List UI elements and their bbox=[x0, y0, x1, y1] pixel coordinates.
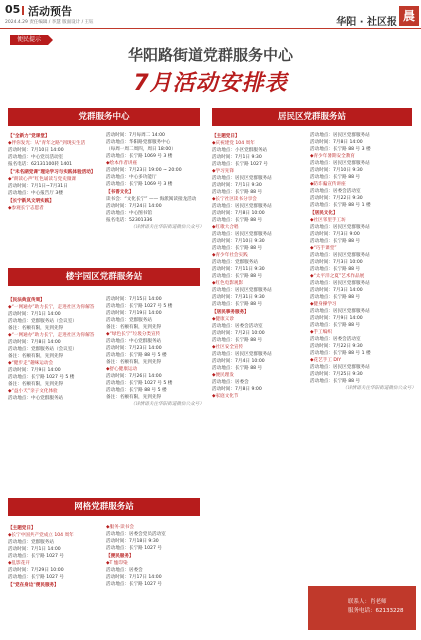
event-detail: 备注：名额有限，先到先得 bbox=[106, 325, 162, 330]
event-detail: 活动地点：党群服务站 bbox=[8, 540, 54, 545]
event-detail: 活动地点：党群服务站 bbox=[212, 260, 258, 265]
event-detail: 活动时间：7月17日 14:00 bbox=[106, 575, 162, 580]
event-detail: 活动地点：长宁路 88 号 bbox=[310, 175, 361, 180]
event-detail: 活动时间：7月31日 9:30 bbox=[212, 295, 265, 300]
event-detail: 活动地点：居民区党群服务站 bbox=[212, 176, 272, 181]
event-detail: 活动地点：中心图书馆 bbox=[106, 211, 152, 216]
event-detail: 活动地点：长宁路 88 号 bbox=[310, 295, 361, 300]
event-detail: 活动地点：居民区党群服务站 bbox=[310, 365, 370, 370]
event-detail: 活动地点：长宁路 88 号 3 楼 bbox=[310, 147, 371, 152]
event-detail: 活动地点：长宁路 1027 号 bbox=[8, 575, 64, 580]
banner-building-park-stations: 楼宇园区党群服务站 bbox=[8, 268, 200, 286]
event-detail: 活动地点：党群服务站（会议室） bbox=[8, 347, 77, 352]
event-title: ◆参观长宁志愿者 bbox=[8, 206, 44, 211]
section-heading: 【"全新力"党课堂】 bbox=[8, 134, 50, 139]
event-detail: 活动时间：7月18日 9:30 bbox=[106, 539, 159, 544]
column-residential-right bbox=[310, 132, 416, 392]
event-detail: 活动地点：居民区党群服务站 bbox=[212, 232, 272, 237]
event-detail: 活动地点：长宁路 88 号 bbox=[212, 366, 263, 371]
event-detail: 备注：名额有限，先到先得 bbox=[8, 382, 64, 387]
event-title: ◆学习先锋 bbox=[212, 169, 234, 174]
event-title: ◆“太平洋之夏”艺术作品展 bbox=[310, 274, 365, 279]
event-detail: 活动地点：居民区党群服务站 bbox=[212, 288, 272, 293]
event-detail: 活动地点：长宁路 88 号 bbox=[212, 302, 263, 307]
event-title: ◆“绿色长宁”垃圾分类宣传 bbox=[106, 332, 161, 337]
event-detail: 活动地点：长宁路 88 号 bbox=[310, 267, 361, 272]
newspaper-name: 华阳 · 社区报 bbox=[336, 17, 397, 28]
event-detail: 活动地点：长宁路 1027 号 bbox=[106, 546, 162, 551]
section-heading: 【居民文化】 bbox=[310, 211, 338, 216]
event-title: ◆“巧手课堂” bbox=[310, 246, 337, 251]
event-title: ◆“健步走”趣味运动会 bbox=[8, 361, 54, 366]
event-title: ◆“一网通办”助力长宁，走进社区为你解答 bbox=[8, 333, 95, 338]
event-detail: 活动地点：居民区党群服务站 bbox=[310, 225, 370, 230]
event-detail: 活动时间：7月3日 14:00 bbox=[310, 288, 363, 293]
event-detail: 活动地点：长宁路 88 号 bbox=[212, 190, 263, 195]
header-rule bbox=[0, 28, 421, 29]
event-detail: 活动地点：长宁路 88 号 bbox=[212, 338, 263, 343]
event-detail: 活动时间：7月8日 9:00 bbox=[212, 387, 262, 392]
event-detail: 活动时间：7月9日 14:00 bbox=[8, 368, 61, 373]
event-title: ◆伴你发光：从“青年之路”到现实生活 bbox=[8, 141, 86, 146]
event-detail: 活动地点：中心党群服务站 bbox=[8, 396, 64, 401]
event-detail: 活动时间：7月15日 14:00 bbox=[106, 297, 162, 302]
event-detail: 活动地点：华阳路党群服务中心 bbox=[106, 140, 171, 145]
event-detail: 活动地点：居委会 bbox=[212, 380, 249, 385]
event-detail: 活动地点：长宁路 88 号 1 楼 bbox=[310, 203, 371, 208]
event-title: ◆乱影花开 bbox=[8, 561, 30, 566]
event-detail: 活动时间：7月1日 14:00 bbox=[8, 312, 61, 317]
event-detail: 活动时间：7月1日 14:00 bbox=[8, 547, 61, 552]
event-detail: 活动地点：长宁路 1027 号 5 楼 bbox=[106, 381, 173, 386]
section-heading: 【"党在身边"便民服务】 bbox=[8, 583, 59, 588]
event-detail: 活动地点：长宁路 1027 号 bbox=[212, 162, 268, 167]
section-heading: 【主题党日】 bbox=[8, 526, 36, 531]
contact-box bbox=[308, 586, 416, 630]
event-detail: 备注：名额有限，先到先得 bbox=[8, 326, 64, 331]
event-detail: 活动时间：7月3日 10:00 bbox=[310, 260, 363, 265]
event-detail: 活动地点：居民区党群服务站 bbox=[212, 204, 272, 209]
event-detail: 活动地点：长宁路 1027 号 5 楼 bbox=[8, 375, 75, 380]
event-detail: 报名电话：62131100转 1401 bbox=[8, 162, 73, 167]
column-building-right bbox=[106, 296, 204, 408]
section-title: 活动预告 bbox=[28, 5, 72, 18]
event-detail: 活动时间：7月10日 9:30 bbox=[310, 168, 363, 173]
event-title: ◆“一网通办”助力长宁，走进社区为你解答 bbox=[8, 305, 95, 310]
event-title: ◆健康义诊 bbox=[212, 317, 234, 322]
event-title: ◆长宁中国共产党成立 104 周年 bbox=[8, 533, 74, 538]
article-title: 华阳路街道党群服务中心 bbox=[127, 46, 293, 64]
event-detail: 活动地点：长宁路 88 号 bbox=[310, 323, 361, 328]
event-detail: 活动地点：长宁路 88 号 5 楼 bbox=[106, 388, 167, 393]
event-detail: 活动地点：居民区党群服务站 bbox=[310, 133, 370, 138]
event-detail: 活动时间：7月22日 9:30 bbox=[310, 196, 363, 201]
footnote: （详情请关注华阳街道微信公众号） bbox=[130, 402, 204, 407]
event-title: ◆家庭文化节 bbox=[212, 394, 239, 399]
event-title: ◆T 恤印染 bbox=[106, 561, 128, 566]
event-title: ◆红色电影观影 bbox=[212, 281, 244, 286]
event-detail: 活动时间：7月4日 10:00 bbox=[212, 359, 265, 364]
contact-phone: 服务电话：62133228 bbox=[348, 608, 404, 614]
event-detail: 活动地点：长宁路 88 号 bbox=[310, 379, 361, 384]
event-title: ◆社区邻里手工坊 bbox=[310, 218, 346, 223]
event-detail: 活动时间：7月10日 14:00 bbox=[8, 148, 64, 153]
event-detail: 活动时间：7月2日 10:00 bbox=[212, 331, 265, 336]
event-title: ◆庆祝建党 104 周年 bbox=[212, 141, 255, 146]
footnote: （详情请关注华阳街道微信公众号） bbox=[342, 386, 416, 391]
event-detail: 活动地点：居委会活动室 bbox=[310, 337, 361, 342]
event-detail: 活动时间：7月19日 14:00 bbox=[106, 311, 162, 316]
event-detail: 活动地点：党群服务站（会议室） bbox=[8, 319, 77, 324]
event-title: ◆社区安全宣传 bbox=[212, 345, 244, 350]
event-detail: 活动时间：7月3日 9:00 bbox=[310, 232, 360, 237]
event-detail: 活动地点：长宁路 1027 号 bbox=[106, 582, 162, 587]
event-detail: 活动时间：7月23日 14:00 bbox=[106, 346, 162, 351]
section-heading: 【居民事务服务】 bbox=[212, 310, 249, 315]
event-detail: 活动地点：长宁路 1027 号 bbox=[8, 554, 64, 559]
event-detail: 活动地点：居民区党群服务站 bbox=[310, 161, 370, 166]
banner-residential-stations: 居民区党群服务站 bbox=[212, 108, 412, 126]
event-detail: （每周一周二周四，周日 18:00） bbox=[106, 147, 176, 152]
event-detail: 活动地点：居委会 bbox=[106, 568, 143, 573]
event-title: ◆健身操学习 bbox=[310, 302, 337, 307]
header-divider bbox=[22, 6, 24, 15]
event-detail: 活动地点：长宁路 88 号 5 楼 bbox=[106, 353, 167, 358]
event-detail: 活动地点：中心报告厅 3楼 bbox=[8, 191, 63, 196]
column-building-left bbox=[8, 296, 104, 402]
article-subtitle: 7月活动安排表 bbox=[133, 71, 288, 96]
footnote: （详情请关注华阳街道微信公众号） bbox=[130, 225, 204, 230]
event-title: ◆青少年社会实践 bbox=[212, 253, 248, 258]
page-header bbox=[0, 0, 421, 30]
column-residential-left bbox=[212, 132, 308, 400]
event-detail: 备注：名额有限，先到先得 bbox=[106, 360, 162, 365]
event-detail: 活动时间：7月24日 14:00 bbox=[106, 204, 162, 209]
event-detail: 活动地点：党群服务站 bbox=[106, 318, 152, 323]
event-title: ◆舒心健康运动 bbox=[106, 367, 138, 372]
event-detail: 活动时间：7月23日 19:00 ~ 20:00 bbox=[106, 168, 182, 173]
event-detail: 活动地点：长宁路 88 号 1 楼 bbox=[310, 351, 371, 356]
event-detail: 活动地点：长宁路 1027 号 5 楼 bbox=[106, 304, 173, 309]
event-detail: 活动地点：长宁路 1069 号 3 楼 bbox=[106, 154, 173, 159]
event-detail: 活动时间：7月22日 9:30 bbox=[310, 344, 363, 349]
notice-tag: 便民提示 bbox=[10, 35, 48, 45]
event-detail: 活动地点：长宁路 88 号 bbox=[212, 246, 263, 251]
event-title: ◆长宁社区读书分享会 bbox=[212, 197, 257, 202]
event-title: ◆“朗读心声”红色诵读与党史微课 bbox=[8, 177, 77, 182]
section-heading: 【主题党日】 bbox=[212, 134, 240, 139]
event-detail: 读书会：“文化长宁” —— 海派阅读接龙活动 bbox=[106, 197, 197, 202]
event-title: ◆便民理发 bbox=[212, 373, 234, 378]
event-detail: 备注：名额有限，先到先得 bbox=[8, 354, 64, 359]
event-detail: 报名电话：52301336 bbox=[106, 218, 153, 223]
event-detail: 活动地点：长宁路 88 号 bbox=[212, 218, 263, 223]
event-detail: 活动地点：居民区党群服务站 bbox=[310, 309, 370, 314]
page-number: 05 bbox=[5, 3, 21, 16]
event-detail: 备注：名额有限，先到先得 bbox=[106, 395, 162, 400]
event-title: ◆防诈骗宣传讲座 bbox=[310, 182, 346, 187]
event-detail: 活动时间：7月8日 10:00 bbox=[212, 211, 265, 216]
event-detail: 活动时间：7月1日 9:30 bbox=[212, 183, 262, 188]
event-title: ◆红歌大合唱 bbox=[212, 225, 239, 230]
banner-grid-stations: 网格党群服务站 bbox=[8, 498, 200, 516]
event-detail: 活动时间：7月9日 14:00 bbox=[310, 316, 363, 321]
event-detail: 活动时间：7月8日 14:00 bbox=[310, 140, 363, 145]
column-grid-left bbox=[8, 524, 104, 589]
section-heading: 【民法典宣传周】 bbox=[8, 298, 45, 303]
event-detail: 活动地点：中心多功能厅 bbox=[106, 175, 157, 180]
header-meta: 2024.4.29 责任编辑 / 李慧 版面设计 / 王钰 bbox=[5, 20, 94, 25]
event-detail: 活动地点：居民区党群服务站 bbox=[310, 281, 370, 286]
event-detail: 活动地点：小区党群服务站 bbox=[212, 148, 268, 153]
event-title: ◆“益小天”亲子文化体验 bbox=[8, 389, 58, 394]
column-center-left bbox=[8, 132, 104, 212]
event-detail: 活动地点：居委会活动室 bbox=[310, 189, 361, 194]
event-detail: 活动时间：7月1日 9:30 bbox=[212, 155, 262, 160]
event-detail: 活动地点：中心党群服务站 bbox=[106, 339, 162, 344]
event-detail: 活动地点：长宁路 88 号 bbox=[212, 274, 263, 279]
contact-person: 联系人：肖老师 bbox=[348, 599, 387, 605]
event-detail: 活动时间：7月11日 9:30 bbox=[212, 267, 265, 272]
event-title: ◆绘本作者讲座 bbox=[106, 161, 138, 166]
event-detail: 活动时间：7月25日 9:30 bbox=[310, 372, 363, 377]
banner-service-center: 党群服务中心 bbox=[8, 108, 200, 126]
newspaper-logo: 晨 bbox=[399, 6, 419, 26]
event-detail: 活动地点：长宁路 88 号 bbox=[310, 239, 361, 244]
event-detail: 活动时间：7月每周二 14:00 bbox=[106, 133, 165, 138]
event-detail: 活动时间：7月26日 14:00 bbox=[106, 374, 162, 379]
section-heading: 【书香文化】 bbox=[106, 190, 134, 195]
event-detail: 活动地点：居委会党员活动室 bbox=[106, 532, 166, 537]
event-detail: 活动地点：中心党员活动室 bbox=[8, 155, 64, 160]
event-detail: 活动时间：7月29日 10:00 bbox=[8, 568, 64, 573]
section-heading: 【长宁新风文明实践】 bbox=[8, 199, 54, 204]
section-heading: 【便民服务】 bbox=[106, 554, 134, 559]
event-detail: 活动地点：居民区党群服务站 bbox=[212, 352, 272, 357]
event-title: ◆服务·读书会 bbox=[106, 525, 134, 530]
event-detail: 活动时间：7月1日~7月31日 bbox=[8, 184, 68, 189]
section-heading: 【"未名湖党课"理论学习与实践体验活动】 bbox=[8, 170, 96, 175]
column-grid-right bbox=[106, 524, 204, 588]
event-detail: 活动时间：7月8日 14:00 bbox=[8, 340, 61, 345]
event-title: ◆青少年暑期安全教育 bbox=[310, 154, 355, 159]
event-detail: 活动地点：居民区党群服务站 bbox=[310, 253, 370, 258]
event-title: ◆花艺手工 DIY bbox=[310, 358, 342, 363]
event-detail: 活动地点：长宁路 1069 号 3 楼 bbox=[106, 182, 173, 187]
column-center-right bbox=[106, 132, 204, 231]
event-title: ◆手工编织 bbox=[310, 330, 332, 335]
event-detail: 活动时间：7月10日 9:30 bbox=[212, 239, 265, 244]
event-detail: 活动地点：居委会活动室 bbox=[212, 324, 263, 329]
